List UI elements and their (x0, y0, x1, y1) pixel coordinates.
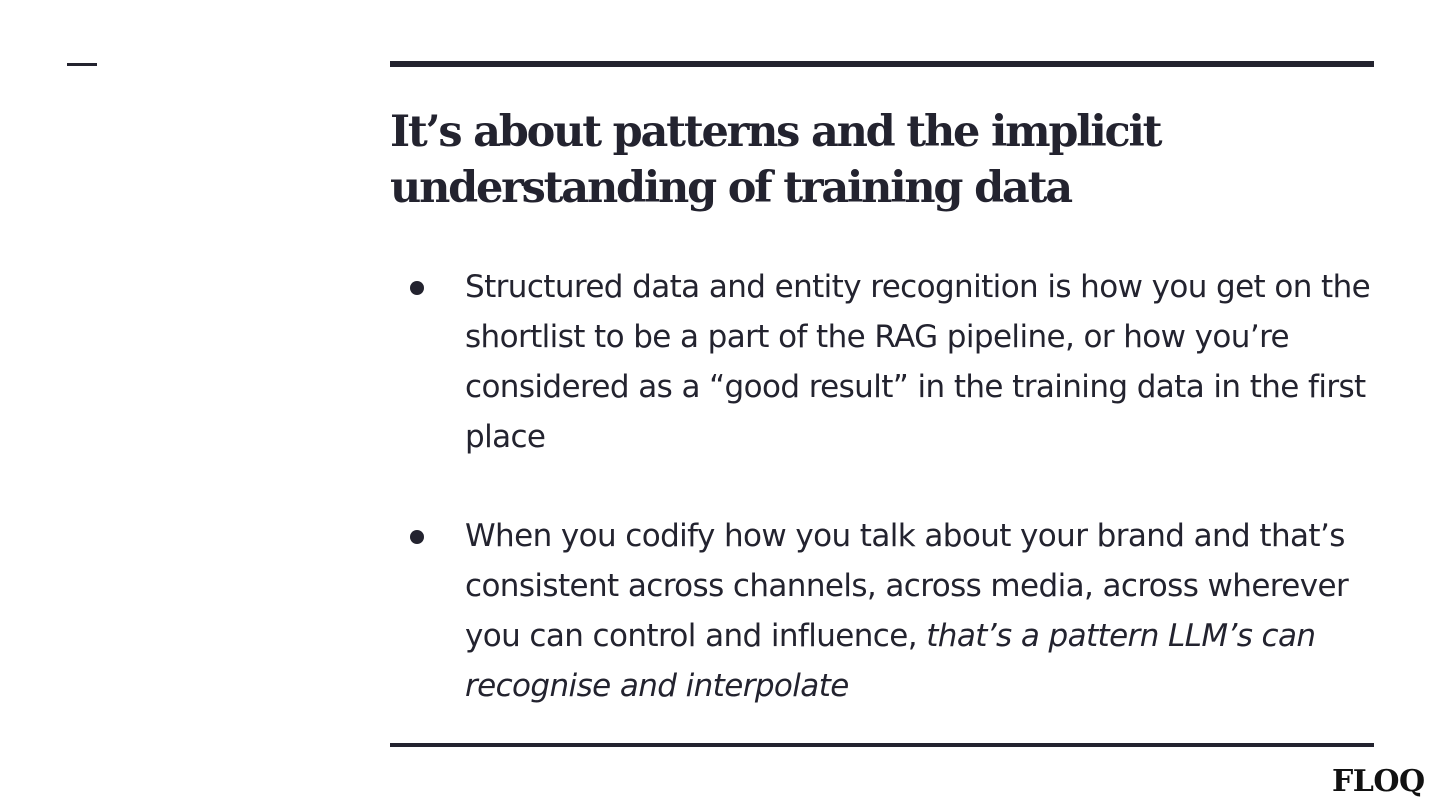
bullet-text: When you codify how you talk about your brand and that’s consistent across channels, across media, across wherever you can control and influence, (465, 518, 1349, 654)
section-dash-marker (67, 63, 97, 66)
bottom-rule-divider (390, 743, 1374, 747)
bullet-item-1 (400, 262, 1380, 462)
bullet-dot-icon (410, 530, 424, 544)
top-rule-divider (390, 61, 1374, 67)
slide-title: It’s about patterns and the implicit understanding of training data (390, 107, 1161, 213)
bullet-dot-icon (410, 281, 424, 295)
bullet-item-2 (400, 511, 1380, 711)
brand-logo: FLOQ (1332, 764, 1425, 799)
bullet-text: Structured data and entity recognition is how you get on the shortlist to be a part of the RAG pipeline, or how you’re considered as a “good result” in the training data in the first place (465, 269, 1371, 455)
bullet-emphasis-text: that’s a pattern LLM’s can recognise and interpolate (465, 618, 1316, 704)
bullet-list (400, 262, 1380, 711)
